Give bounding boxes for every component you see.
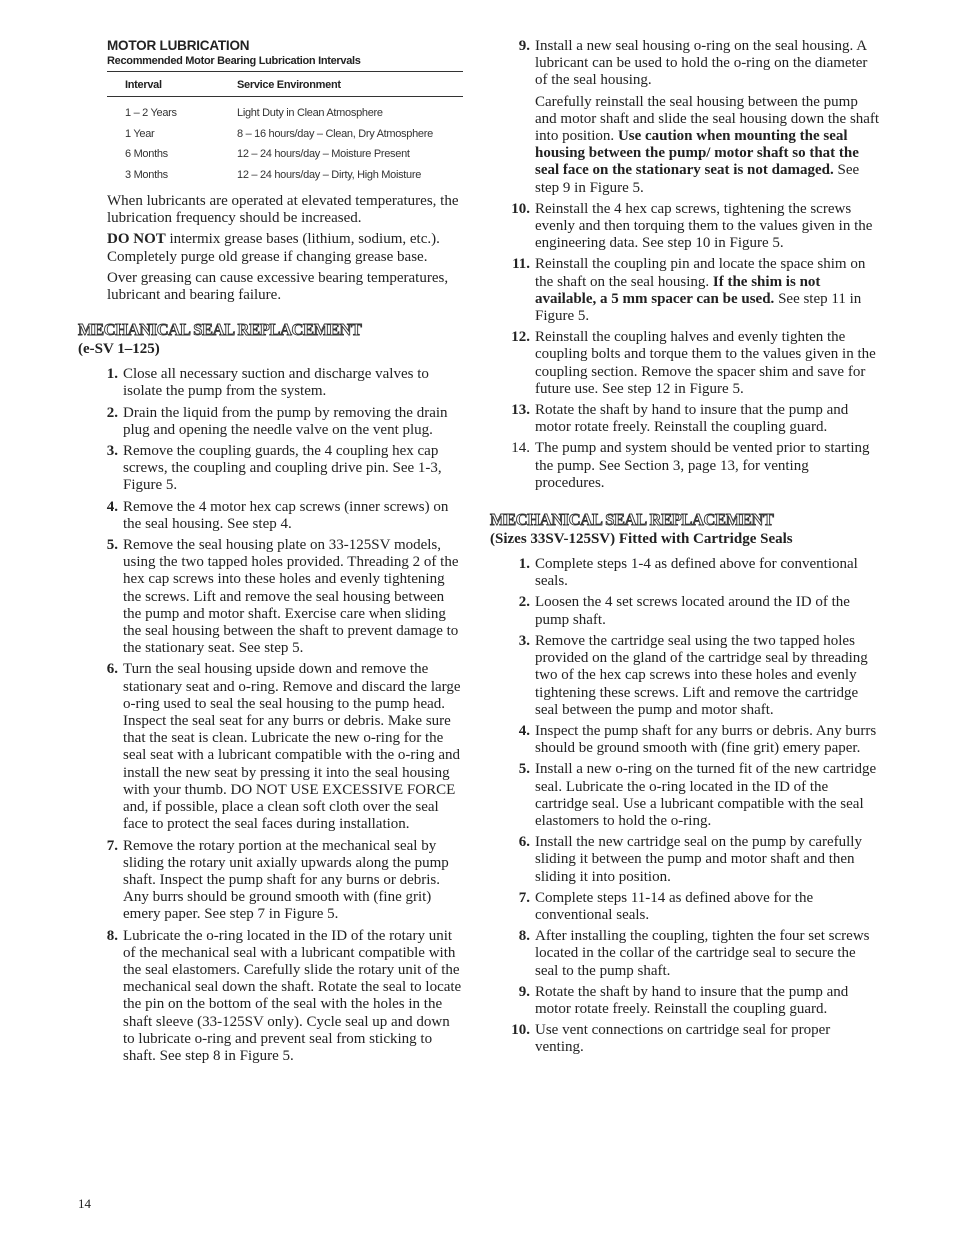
step-text: Complete steps 11-14 as defined above for the conventional seals. xyxy=(535,889,814,923)
environment-cell: 12 – 24 hours/day – Moisture Present xyxy=(237,148,410,161)
list-item xyxy=(490,761,880,830)
step-text: Loosen the 4 set screws located around the ID of the pump shaft. xyxy=(535,594,850,628)
step-number: 3. xyxy=(106,443,118,460)
step-text: Rotate the shaft by hand to insure that the pump and motor rotate freely. Reinstall the coupling guard. xyxy=(535,402,849,436)
list-item xyxy=(490,201,880,253)
list-item xyxy=(490,723,880,757)
list-item xyxy=(78,443,465,495)
interval-cell: 3 Months xyxy=(125,168,168,181)
list-item xyxy=(78,661,465,833)
step-number: 6. xyxy=(518,834,530,851)
section-heading: MECHANICAL SEAL REPLACEMENT xyxy=(78,320,362,340)
list-item xyxy=(490,556,880,590)
left-column xyxy=(78,38,465,1069)
shim-note: If the shim is not available, a 5 mm spacer can be used. xyxy=(535,273,821,307)
step-text: Remove the 4 motor hex cap screws (inner screws) on the seal housing. See step 4. xyxy=(123,498,449,532)
list-item xyxy=(490,984,880,1018)
lubrication-table-caption: Recommended Motor Bearing Lubrication Intervals xyxy=(107,55,361,67)
grease-base-text: intermix grease bases (lithium, sodium, etc.). Completely purge old grease if changing grease base. xyxy=(107,231,440,265)
motor-lubrication-title: MOTOR LUBRICATION xyxy=(107,38,250,53)
environment-cell: 12 – 24 hours/day – Dirty, High Moisture xyxy=(237,168,422,181)
section-subheading: (e-SV 1–125) xyxy=(78,341,160,358)
step-number: 10. xyxy=(511,1022,530,1039)
step-text: Drain the liquid from the pump by removing the drain plug and opening the needle valve on the vent plug. xyxy=(123,404,448,438)
step-text: Install a new seal housing o-ring on the seal housing. A lubricant can be used to hold the o-ring on the diameter of the seal housing. xyxy=(535,38,868,89)
interval-cell: 1 – 2 Years xyxy=(125,107,177,120)
section-heading-cartridge: MECHANICAL SEAL REPLACEMENT xyxy=(490,510,774,530)
seal-replacement-steps xyxy=(78,366,465,1065)
step-text: Use vent connections on cartridge seal for proper venting. xyxy=(535,1022,831,1056)
list-item xyxy=(490,256,880,325)
step-text: Install the new cartridge seal on the pump by carefully sliding it between the pump and motor shaft and then sliding it into position. xyxy=(535,834,862,885)
step-number: 9. xyxy=(518,38,530,54)
right-column xyxy=(490,38,880,1061)
environment-cell: 8 – 16 hours/day – Clean, Dry Atmosphere xyxy=(237,127,433,140)
step-number: 14. xyxy=(511,440,530,457)
step-number: 2. xyxy=(518,594,530,611)
list-item xyxy=(78,366,465,400)
step-number: 12. xyxy=(511,329,530,346)
table-row xyxy=(107,144,463,165)
step-number: 2. xyxy=(106,404,118,421)
table-row xyxy=(107,97,463,124)
environment-cell: Light Duty in Clean Atmosphere xyxy=(237,107,383,120)
step-number: 11. xyxy=(512,256,530,273)
list-item xyxy=(490,890,880,924)
page-number: 14 xyxy=(78,1196,91,1211)
step-text: Complete steps 1-4 as defined above for conventional seals. xyxy=(535,556,858,590)
grease-base-paragraph xyxy=(107,231,465,265)
step-text: After installing the coupling, tighten the four set screws located in the collar of the cartridge seal to secure the seal to the pump shaft. xyxy=(535,928,870,979)
step-number: 1. xyxy=(106,366,118,383)
section-subheading-cartridge: (Sizes 33SV-125SV) Fitted with Cartridge Seals xyxy=(490,531,793,548)
step-subparagraph xyxy=(535,94,880,197)
step-number: 10. xyxy=(511,200,530,217)
cartridge-seal-steps xyxy=(490,556,880,1056)
list-item xyxy=(78,537,465,657)
list-item xyxy=(490,402,880,436)
list-item xyxy=(490,633,880,719)
list-item xyxy=(490,329,880,398)
step-number: 9. xyxy=(518,983,530,1000)
list-item xyxy=(490,440,880,492)
step-text: Inspect the pump shaft for any burrs or debris. Any burrs should be ground smooth with (fine grit) emery paper. xyxy=(535,722,877,757)
step-number: 5. xyxy=(106,537,118,554)
step-text: Install a new o-ring on the turned fit of the new cartridge seal. Lubricate the o-ring located in the ID of the cartridge seal. Use a lubricant compatible with the seal elastomers to hold the o-ring. xyxy=(535,761,877,829)
seal-replacement-steps-continued xyxy=(490,38,880,492)
step-number: 4. xyxy=(106,498,118,515)
lubricant-temperature-paragraph: When lubricants are operated at elevated temperatures, the lubrication frequency should be increased. xyxy=(107,193,459,227)
step-number: 7. xyxy=(518,889,530,906)
step-text: Rotate the shaft by hand to insure that the pump and motor rotate freely. Reinstall the coupling guard. xyxy=(535,983,849,1017)
step-number: 8. xyxy=(106,927,118,944)
interval-cell: 1 Year xyxy=(125,127,155,140)
list-item xyxy=(78,405,465,439)
table-row xyxy=(107,124,463,145)
step-number: 7. xyxy=(106,837,118,854)
step-text: Close all necessary suction and discharge valves to isolate the pump from the system. xyxy=(123,366,429,400)
list-item xyxy=(490,834,880,886)
table-header-interval: Interval xyxy=(107,72,237,97)
list-item xyxy=(490,1022,880,1056)
list-item xyxy=(78,928,465,1066)
step-text: Remove the rotary portion at the mechanical seal by sliding the rotary unit axially upwards along the pump shaft. Inspect the pump shaft for any burns or debris. Any burrs should be ground smooth with (fine grit) emery paper. See step 7 in Figure 5. xyxy=(123,837,449,923)
step-text: Reinstall the 4 hex cap screws, tightening the screws evenly and then torquing them to the values given in the engineering data. See step 10 in Figure 5. xyxy=(535,200,873,252)
step-number: 3. xyxy=(518,632,530,649)
step-text: Lubricate the o-ring located in the ID of the rotary unit of the mechanical seal with a lubricant compatible with the seal elastomers. Carefully slide the rotary unit of the mechanical seal down the shaft. Rotate the seal to locate the pin on the bottom of the seal with the holes in the shaft sleeve (33-125SV only). Cycle seal up and down to lubricate o-ring and prevent seal from sticking to shaft. See step 8 in Figure 5. xyxy=(123,927,462,1064)
step-number: 5. xyxy=(518,761,530,778)
list-item xyxy=(490,38,880,197)
step-number: 1. xyxy=(518,556,530,573)
step-number: 13. xyxy=(511,402,530,419)
list-item xyxy=(78,838,465,924)
step-text: See step 11 in Figure 5. xyxy=(535,290,862,325)
over-greasing-paragraph: Over greasing can cause excessive bearing temperatures, lubricant and bearing failure. xyxy=(107,269,449,304)
step-text: Reinstall the coupling pin and locate the space shim on the shaft on the seal housing. xyxy=(535,256,866,290)
step-number: 6. xyxy=(106,661,118,678)
list-item xyxy=(490,594,880,628)
list-item xyxy=(490,928,880,980)
table-header-service-environment: Service Environment xyxy=(237,72,463,97)
step-text: Reinstall the coupling halves and evenly tighten the coupling bolts and torque them to the values given in the coupling section. Remove the spacer shim and save for future use. See step 12 in Figure 5. xyxy=(535,329,876,397)
step-text: Remove the coupling guards, the 4 coupling hex cap screws, the coupling and coupling drive pin. See 1-3, Figure 5. xyxy=(123,443,442,494)
step-text: The pump and system should be vented prior to starting the pump. See Section 3, page 13, for venting procedures. xyxy=(535,440,870,491)
caution-text: Use caution when mounting the seal housing between the pump/ motor shaft so that the seal face on the stationary seat is not damaged. xyxy=(535,128,859,179)
table-row xyxy=(107,165,463,186)
lubrication-intervals-table xyxy=(107,71,463,185)
step-text: See step 9 in Figure 5. xyxy=(535,162,860,196)
step-text: Remove the seal housing plate on 33-125SV models, using the two tapped holes provided. Threading 2 of the hex cap screws into these holes and evenly tightening the screws. Lift and remove the seal housing between the pump and motor shaft. Exercise care when sliding the seal housing between the shaft to prevent damage to the stationary seat. See step 5. xyxy=(123,537,459,657)
step-text: Remove the cartridge seal using the two tapped holes provided on the gland of the cartridge seal by threading two of the hex cap screws into these holes and evenly tightening these screws. Lift and remove the cartridge seal between the pump and motor shaft. xyxy=(535,632,868,718)
step-number: 8. xyxy=(518,928,530,945)
step-text: Carefully reinstall the seal housing between the pump and motor shaft and slide the seal housing down the shaft into position. xyxy=(535,93,880,145)
interval-cell: 6 Months xyxy=(125,148,168,161)
step-number: 4. xyxy=(518,722,530,739)
do-not-emphasis: DO NOT xyxy=(107,231,166,248)
step-text: Turn the seal housing upside down and remove the stationary seat and o-ring. Remove and discard the large o-ring used to seal the seal housing to the pump head. Inspect the seal seat for any burrs or debris. Make sure that the seat is clean. Lubricate the new o-ring for the seal seat with a lubricant compatible with the o-ring and install the new seat by pressing it into the seal housing with your thumb. DO NOT USE EXCESSIVE FORCE and, if possible, place a clean soft cloth over the seal face to protect the seal faces during installation. xyxy=(123,661,461,833)
list-item xyxy=(78,499,465,533)
